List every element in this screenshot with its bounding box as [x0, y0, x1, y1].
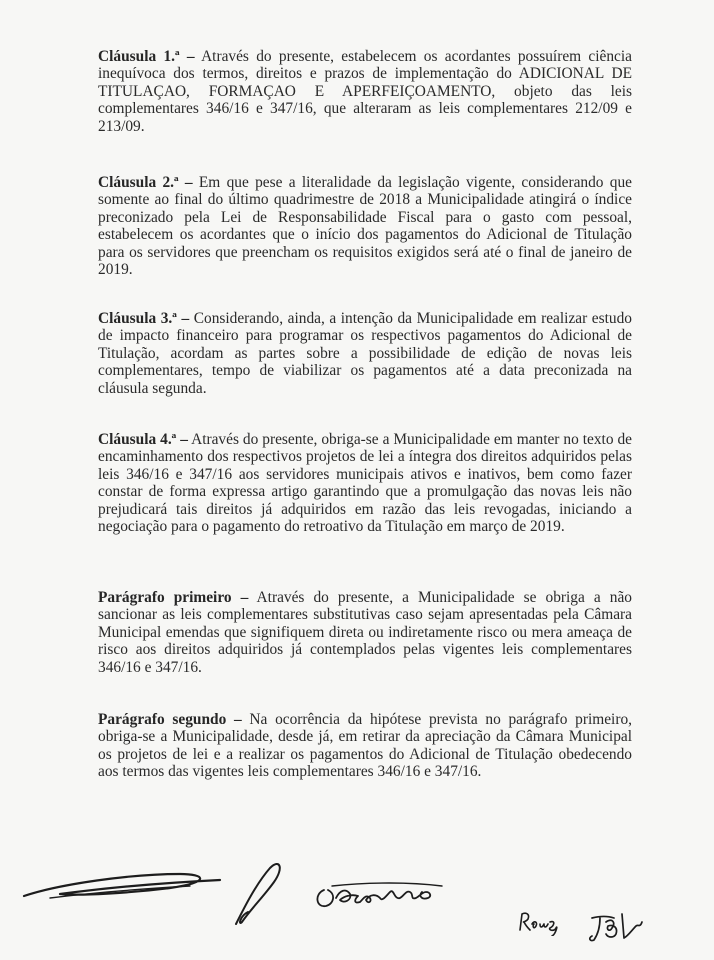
signature-3: [310, 868, 450, 918]
clause-text: Através do presente, estabelecem os acordantes possuírem ciência inequívoca dos termos, direitos e prazos de implementação do ADICIONAL DE TITULAÇAO, FORMAÇAO E APERFEIÇOAMENTO, objeto das leis complementares 346/16 e 347/16, que alteraram as leis complementares 212/09 e 213/09.: [98, 48, 632, 135]
clause-2: [98, 174, 632, 278]
clause-heading: Cláusula 1.ª –: [98, 48, 195, 65]
paragraph-2: [98, 711, 632, 781]
clause-1: [98, 48, 632, 135]
signature-2: [228, 858, 288, 930]
paragraph-text: Através do presente, a Municipalidade se obriga a não sancionar as leis complementares substitutivas caso sejam apresentadas pela Câmara Municipal emendas que signifiquem direta ou indiretamente risco ou mera ameaça de risco aos direitos adquiridos já contemplados pelas vigentes leis complementares 346/16 e 347/16.: [98, 589, 632, 676]
paragraph-1: [98, 589, 632, 676]
clause-4: [98, 431, 632, 535]
clause-heading: Cláusula 4.ª –: [98, 431, 188, 448]
clause-heading: Cláusula 3.ª –: [98, 310, 190, 327]
clause-text: Em que pese a literalidade da legislação vigente, considerando que somente ao final do último quadrimestre de 2018 a Municipalidade atingirá o índice preconizado pela Lei de Responsabilidade Fiscal para o gasto com pessoal, estabelecem os acordantes que o início dos pagamentos do Adicional de Titulação para os servidores que preencham os requisitos exigidos será até o final de janeiro de 2019.: [98, 174, 632, 279]
paragraph-heading: Parágrafo segundo –: [98, 711, 242, 728]
initials-2: [586, 908, 656, 948]
clause-heading: Cláusula 2.ª –: [98, 174, 193, 191]
clause-3: [98, 310, 632, 397]
paragraph-text: Na ocorrência da hipótese prevista no parágrafo primeiro, obriga-se a Municipalidade, desde já, em retirar da apreciação da Câmara Municipal os projetos de lei e a realizar os pagamentos do Adicional de Titulação obedecendo aos termos das vigentes leis complementares 346/16 e 347/16.: [98, 711, 632, 781]
initials-1: [516, 906, 564, 936]
paragraph-heading: Parágrafo primeiro –: [98, 589, 249, 606]
signature-1: [20, 860, 230, 910]
clause-text: Através do presente, obriga-se a Municipalidade em manter no texto de encaminhamento dos respectivos projetos de lei a íntegra dos direitos adquiridos pelas leis 346/16 e 347/16 aos servidores municipais ativos e inativos, bem como fazer constar de forma expressa artigo garantindo que a promulgação das novas leis não prejudicará tais direitos já adquiridos em razão das leis revogadas, iniciando a negociação para o pagamento do retroativo da Titulação em março de 2019.: [98, 431, 633, 536]
clause-text: Considerando, ainda, a intenção da Municipalidade em realizar estudo de impacto financeiro para programar os respectivos pagamentos do Adicional de Titulação, acordam as partes sobre a possibilidade de edição de novas leis complementares, tempo de viabilizar os pagamentos até a data preconizada na cláusula segunda.: [98, 310, 632, 397]
